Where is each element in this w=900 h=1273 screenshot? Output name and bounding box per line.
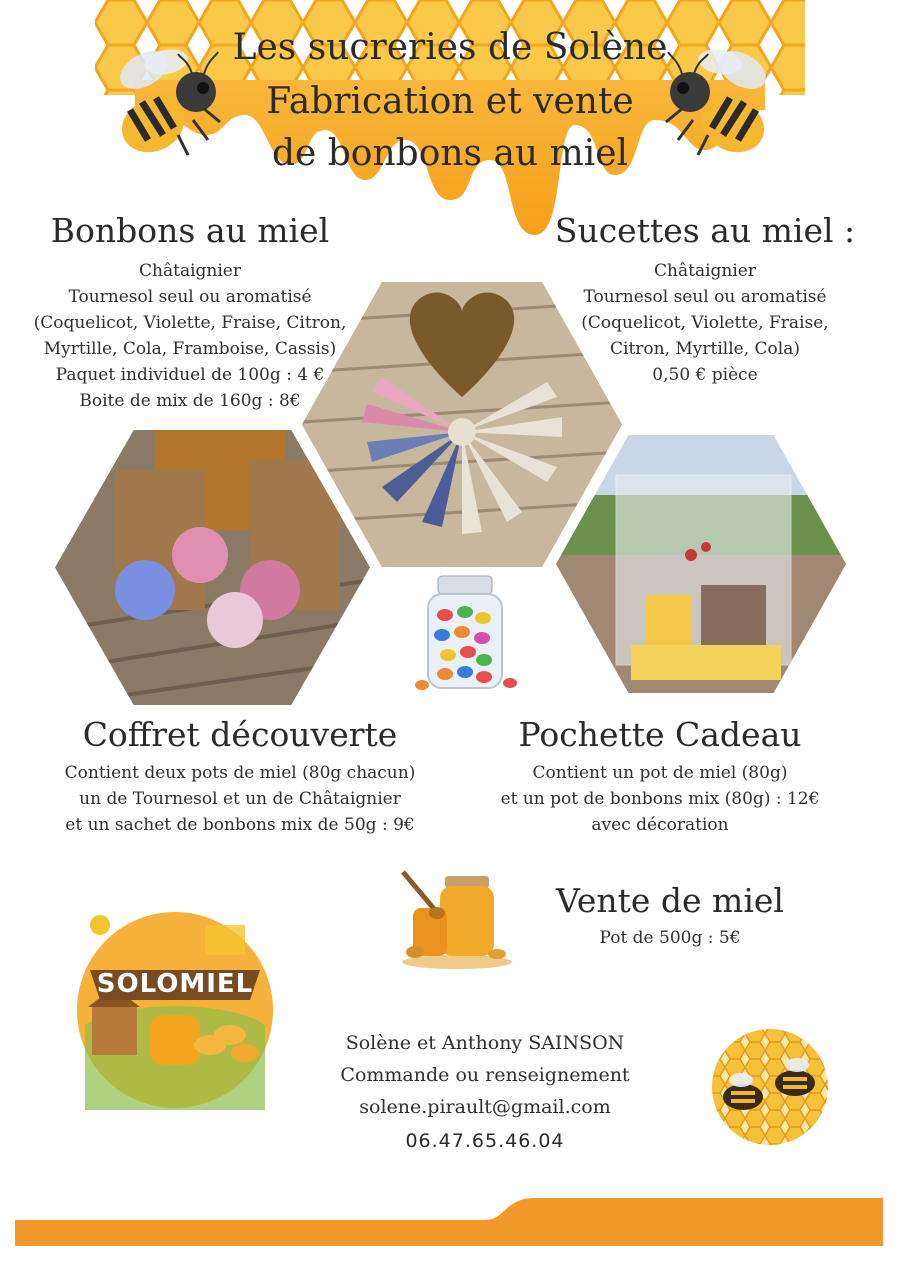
- coffret-line: un de Tournesol et un de Châtaignier: [79, 789, 401, 809]
- coffret-photo: [55, 430, 370, 705]
- candy-jar-icon: [410, 570, 520, 695]
- page-title-line3: de bonbons au miel: [271, 133, 629, 174]
- bonbons-line: Boite de mix de 160g : 8€: [79, 391, 301, 411]
- coffret-title: Coffret découverte: [82, 715, 398, 754]
- coffret-line: Contient deux pots de miel (80g chacun): [64, 763, 416, 783]
- sucettes-line: 0,50 € pièce: [652, 365, 758, 385]
- contact-order: Commande ou renseignement: [340, 1064, 630, 1086]
- pochette-photo: [556, 435, 846, 693]
- contact-phone[interactable]: 06.47.65.46.04: [405, 1130, 565, 1152]
- page-title-line1: Les sucreries de Solène: [232, 27, 668, 68]
- logo-text: SOLOMIEL: [96, 969, 254, 999]
- sucettes-title: Sucettes au miel :: [554, 211, 856, 250]
- vente-description: Pot de 500g : 5€: [599, 928, 741, 948]
- honeycomb-bees-icon: [705, 1025, 835, 1150]
- bonbons-line: Tournesol seul ou aromatisé: [68, 287, 312, 307]
- bonbons-line: Châtaignier: [139, 261, 241, 281]
- sucettes-line: Châtaignier: [654, 261, 756, 281]
- pochette-title: Pochette Cadeau: [518, 715, 802, 754]
- sucettes-line: (Coquelicot, Violette, Fraise,: [581, 313, 829, 333]
- pochette-line: Contient un pot de miel (80g): [532, 763, 788, 783]
- bonbons-description: [20, 258, 360, 414]
- bonbons-line: (Coquelicot, Violette, Fraise, Citron,: [33, 313, 347, 333]
- contact-block: [290, 1027, 680, 1123]
- bonbons-line: Myrtille, Cola, Framboise, Cassis): [43, 339, 337, 359]
- contact-names: Solène et Anthony SAINSON: [345, 1032, 625, 1054]
- pochette-description: [470, 760, 850, 838]
- pochette-line: et un pot de bonbons mix (80g) : 12€: [500, 789, 820, 809]
- coffret-line: et un sachet de bonbons mix de 50g : 9€: [65, 815, 415, 835]
- page-title-line2: Fabrication et vente: [266, 81, 634, 122]
- sucettes-line: Tournesol seul ou aromatisé: [583, 287, 827, 307]
- pochette-line: avec décoration: [591, 815, 729, 835]
- vente-title: Vente de miel: [556, 881, 784, 920]
- solomiel-logo: [70, 905, 280, 1110]
- bonbons-title: Bonbons au miel: [50, 211, 330, 250]
- honey-jar-icon: [395, 868, 520, 970]
- coffret-description: [30, 760, 450, 838]
- bonbons-line: Paquet individuel de 100g : 4 €: [55, 365, 325, 385]
- footer-bar: [15, 1198, 883, 1246]
- sucettes-line: Citron, Myrtille, Cola): [610, 339, 800, 359]
- contact-email[interactable]: solene.pirault@gmail.com: [359, 1096, 611, 1118]
